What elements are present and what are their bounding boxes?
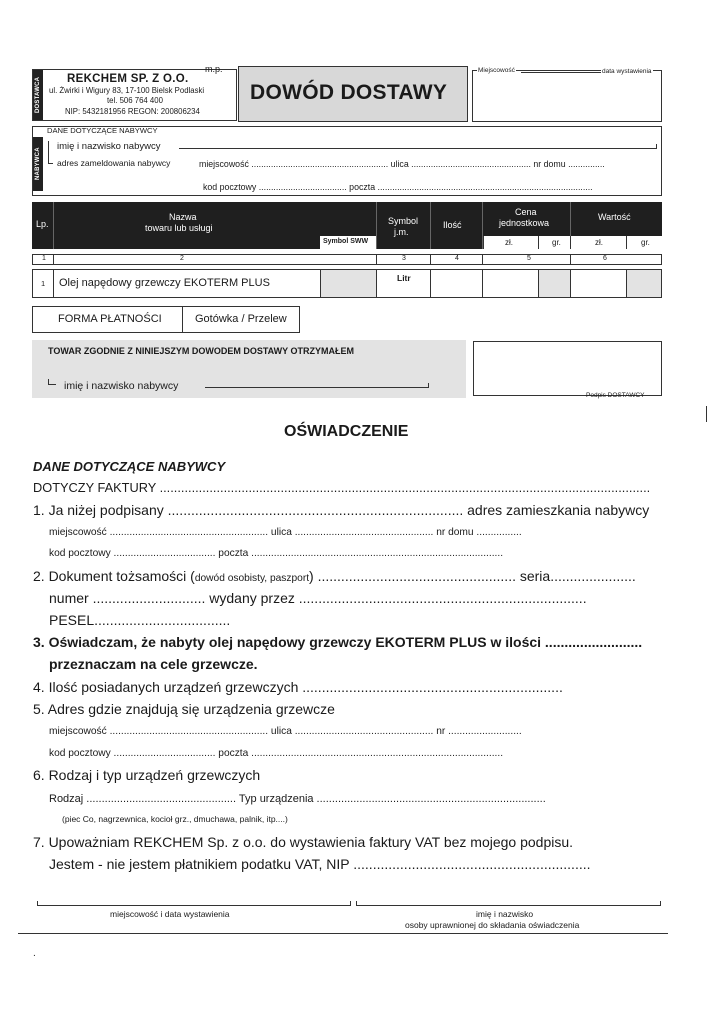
receipt-statement: TOWAR ZGODNIE Z NINIEJSZYM DOWODEM DOSTAWY OTRZYMAŁEM bbox=[48, 346, 354, 356]
issue-date-label: data wystawienia bbox=[602, 68, 652, 75]
price-zl-cell[interactable] bbox=[483, 270, 539, 297]
seller-box bbox=[32, 64, 237, 121]
col-header-value: Wartość bbox=[598, 212, 631, 222]
payment-method[interactable]: Gotówka / Przelew bbox=[195, 313, 287, 325]
col-num-3: 3 bbox=[402, 255, 406, 262]
col-header-price-1: Cena bbox=[515, 207, 537, 217]
company-name: REKCHEM SP. Z O.O. bbox=[67, 73, 189, 85]
items-table bbox=[32, 202, 662, 298]
col-num-1: 1 bbox=[42, 255, 46, 262]
table-row bbox=[32, 269, 662, 298]
company-phone: tel. 506 764 400 bbox=[107, 96, 163, 105]
sign-right-label-2: osoby uprawnionej do składania oświadczenia bbox=[405, 920, 580, 930]
supplier-signature-box[interactable] bbox=[473, 341, 662, 396]
point-5-address[interactable]: miejscowość ........................................................ ulica ................................................. nr .......................... bbox=[49, 726, 522, 737]
receipt-name-label: imię i nazwisko nabywcy bbox=[64, 380, 179, 392]
col-header-unit-1: Symbol bbox=[388, 216, 419, 226]
value-gr-label: gr. bbox=[641, 238, 650, 247]
point-3-line-2: przeznaczam na cele grzewcze. bbox=[49, 656, 258, 672]
point-5-postal[interactable]: kod pocztowy .................................... poczta ......................................................................................... bbox=[49, 748, 504, 759]
qty-cell[interactable] bbox=[431, 270, 483, 297]
sign-right-label-1: imię i nazwisko bbox=[476, 909, 534, 919]
stamp-label: m.p. bbox=[205, 64, 223, 74]
point-2-label: 2. Dokument tożsamości ( bbox=[33, 568, 195, 584]
col-num-4: 4 bbox=[455, 255, 459, 262]
seller-vertical-label: DOSTAWCA bbox=[33, 70, 43, 120]
row-lp: 1 bbox=[41, 279, 46, 288]
declaration-title: OŚWIADCZENIE bbox=[284, 423, 409, 440]
buyer-vertical-label: NABYWCA bbox=[33, 137, 43, 191]
bottom-divider bbox=[18, 933, 668, 934]
value-zl-label: zł. bbox=[595, 238, 603, 247]
value-zl-cell[interactable] bbox=[571, 270, 627, 297]
receipt-name-field[interactable] bbox=[205, 387, 429, 388]
buyer-name-label: imię i nazwisko nabywcy bbox=[57, 141, 161, 152]
col-header-unit-2: j.m. bbox=[394, 227, 409, 237]
buyer-address-line[interactable]: miejscowość ........................................................ ulica ................................................. nr domu ............... bbox=[199, 159, 605, 169]
price-gr-cell[interactable] bbox=[539, 270, 571, 297]
place-date-signature-line[interactable] bbox=[37, 905, 351, 906]
buyer-postal-line[interactable]: kod pocztowy .................................... poczta ........................................................................................ bbox=[203, 182, 593, 192]
point-2-doc-types: dowód osobisty, paszport bbox=[194, 573, 310, 584]
point-5: 5. Adres gdzie znajdują się urządzenia grzewcze bbox=[33, 701, 335, 717]
company-nip-regon: NIP: 5432181956 REGON: 200806234 bbox=[65, 107, 200, 116]
col-header-name-1: Nazwa bbox=[169, 212, 197, 222]
sww-cell[interactable] bbox=[321, 270, 377, 297]
receipt-box bbox=[32, 340, 466, 398]
row-unit: Litr bbox=[397, 273, 411, 283]
col-header-qty: Ilość bbox=[443, 220, 462, 230]
place-date-box bbox=[472, 67, 662, 122]
price-zl-label: zł. bbox=[505, 238, 513, 247]
sign-left-label: miejscowość i data wystawienia bbox=[110, 909, 230, 919]
point-7-line-2[interactable]: Jestem - nie jestem płatnikiem podatku VAT, NIP ............................................................. bbox=[49, 856, 591, 872]
buyer-section-label: DANE DOTYCZĄCE NABYWCY bbox=[47, 126, 158, 135]
point-2-number[interactable]: numer ............................. wydany przez .......................................................................... bbox=[49, 590, 587, 606]
col-num-6: 6 bbox=[603, 255, 607, 262]
authorized-person-signature-line[interactable] bbox=[356, 905, 661, 906]
point-1-address[interactable]: miejscowość ........................................................ ulica ................................................. nr domu ................ bbox=[49, 527, 522, 538]
price-gr-label: gr. bbox=[552, 238, 561, 247]
point-2-series: ) ................................................... seria...................... bbox=[309, 568, 636, 584]
point-6-note: (piec Co, nagrzewnica, kocioł grz., dmuchawa, palnik, itp....) bbox=[62, 814, 288, 824]
column-number-row bbox=[32, 254, 662, 265]
declaration-section: DANE DOTYCZĄCE NABYWCY bbox=[33, 459, 226, 474]
point-6-device-line[interactable]: Rodzaj ................................................. Typ urządzenia ........................................................................... bbox=[49, 793, 546, 805]
col-header-lp: Lp. bbox=[36, 219, 49, 229]
value-gr-cell[interactable] bbox=[627, 270, 661, 297]
invoice-line[interactable]: DOTYCZY FAKTURY .......................................................................................................................................... bbox=[33, 480, 651, 495]
point-2-pesel[interactable]: PESEL................................... bbox=[49, 612, 231, 628]
company-address: ul. Żwirki i Wigury 83, 17-100 Bielsk Podlaski bbox=[49, 86, 205, 95]
buyer-box bbox=[32, 126, 662, 196]
point-3-line-1[interactable]: 3. Oświadczam, że nabyty olej napędowy grzewczy EKOTERM PLUS w ilości ......................... bbox=[33, 634, 643, 650]
col-header-sww: Symbol SWW bbox=[323, 238, 369, 245]
row-product-name: Olej napędowy grzewczy EKOTERM PLUS bbox=[59, 277, 270, 289]
point-2[interactable] bbox=[33, 568, 661, 584]
document-title: DOWÓD DOSTAWY bbox=[250, 81, 448, 104]
footer-dot: . bbox=[33, 948, 36, 959]
point-1[interactable]: 1. Ja niżej podpisany ............................................................................ adres zamieszkania nabywcy bbox=[33, 502, 650, 518]
point-6: 6. Rodzaj i typ urządzeń grzewczych bbox=[33, 767, 261, 783]
col-header-price-2: jednostkowa bbox=[499, 218, 550, 228]
col-num-5: 5 bbox=[527, 255, 531, 262]
buyer-address-label: adres zameldowania nabywcy bbox=[57, 158, 171, 168]
supplier-signature-label: Podpis DOSTAWCY bbox=[586, 392, 645, 399]
point-4[interactable]: 4. Ilość posiadanych urządzeń grzewczych ................................................................... bbox=[33, 679, 563, 695]
point-1-postal[interactable]: kod pocztowy .................................... poczta ......................................................................................... bbox=[49, 548, 504, 559]
payment-label: FORMA PŁATNOŚCI bbox=[58, 313, 162, 325]
document-title-box bbox=[238, 66, 468, 122]
col-header-name-2: towaru lub usługi bbox=[145, 223, 213, 233]
col-num-2: 2 bbox=[180, 255, 184, 262]
payment-box bbox=[32, 306, 300, 333]
place-label: Miejscowość bbox=[478, 67, 515, 74]
point-7-line-1: 7. Upoważniam REKCHEM Sp. z o.o. do wystawienia faktury VAT bez mojego podpisu. bbox=[33, 834, 574, 850]
